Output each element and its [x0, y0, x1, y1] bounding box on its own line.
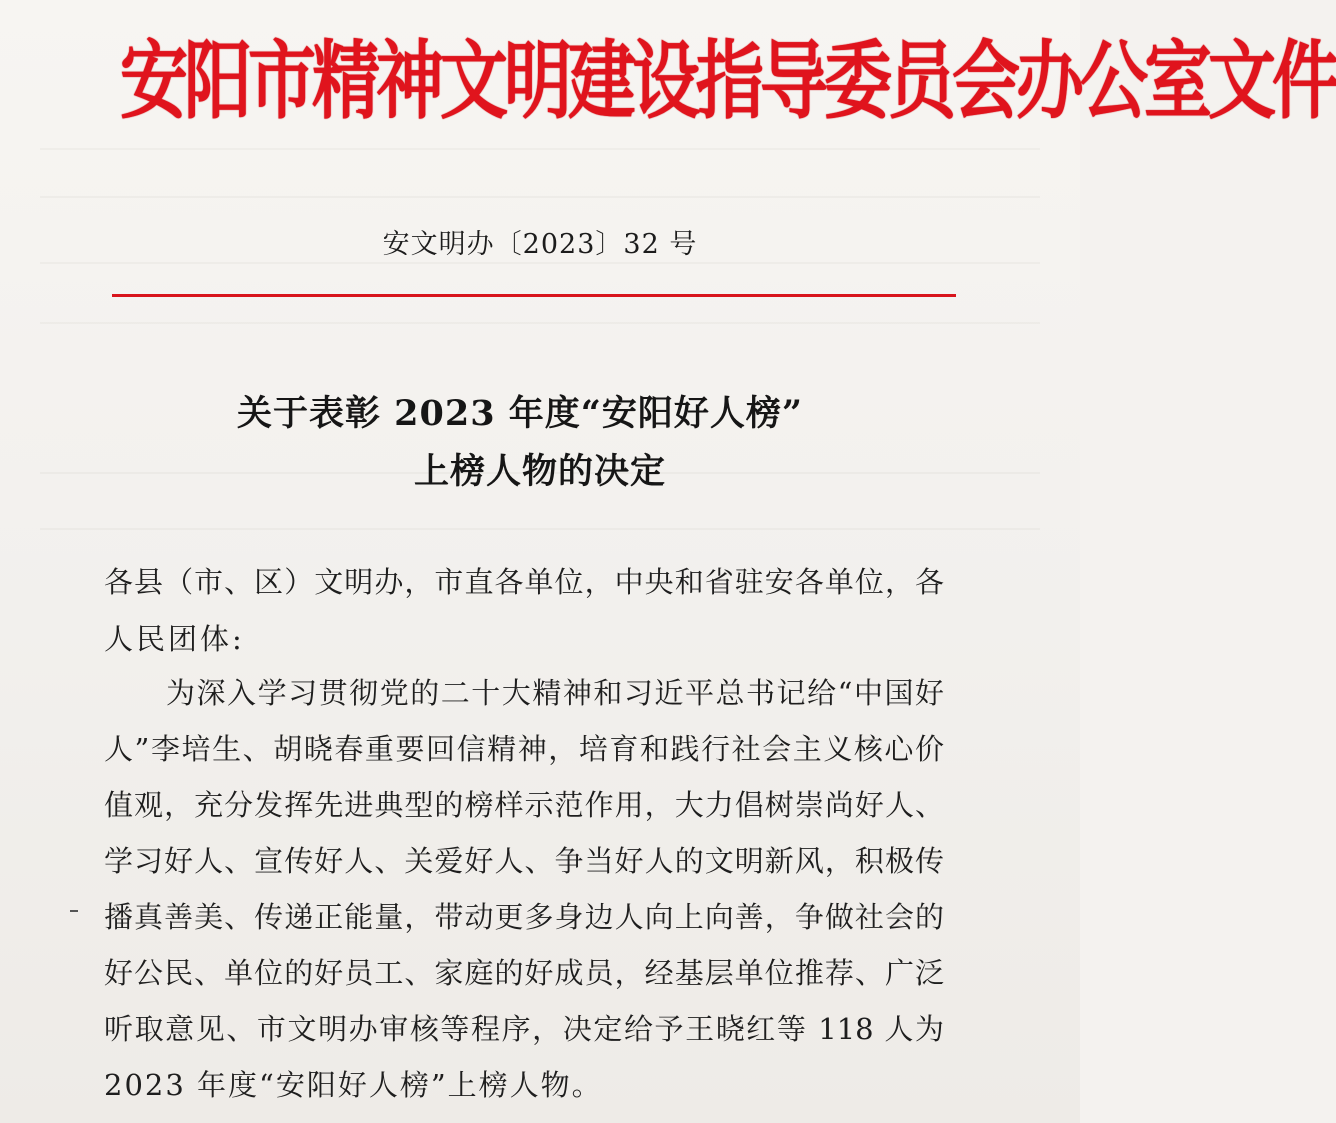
document-title-line-2: 上榜人物的决定 [413, 451, 666, 492]
document-number: 安文明办〔2023〕32 号 [382, 229, 698, 260]
bleed-through-line [40, 196, 1040, 198]
masthead-title: 安阳市精神文明建设指导委员会办公室文件 [120, 33, 1336, 132]
paragraph-line: 人”李培生、胡晓春重要回信精神，培育和践行社会主义核心价 [104, 732, 944, 766]
paragraph-line: 好公民、单位的好员工、家庭的好成员，经基层单位推荐、广泛 [104, 956, 944, 990]
bleed-through-line [40, 322, 1040, 324]
paragraph-line: 为深入学习贯彻党的二十大精神和习近平总书记给“中国好 [166, 676, 944, 710]
paragraph-line: 学习好人、宣传好人、关爱好人、争当好人的文明新风，积极传 [104, 844, 944, 878]
addressee-line-2: 人民团体: [104, 622, 245, 656]
stray-mark [70, 910, 78, 912]
paragraph-line: 播真善美、传递正能量，带动更多身边人向上向善，争做社会的 [104, 900, 944, 934]
red-separator-line [112, 294, 956, 297]
paragraph-line: 2023 年度“安阳好人榜”上榜人物。 [104, 1068, 603, 1102]
paragraph-line: 听取意见、市文明办审核等程序，决定给予王晓红等 118 人为 [104, 1012, 944, 1046]
bleed-through-line [40, 262, 1040, 264]
bleed-through-line [40, 528, 1040, 530]
addressee-line-1: 各县（市、区）文明办，市直各单位，中央和省驻安各单位，各 [104, 565, 944, 599]
document-title-line-1: 关于表彰 2023 年度“安阳好人榜” [236, 393, 804, 434]
paragraph-line: 值观，充分发挥先进典型的榜样示范作用，大力倡树崇尚好人、 [104, 788, 944, 822]
